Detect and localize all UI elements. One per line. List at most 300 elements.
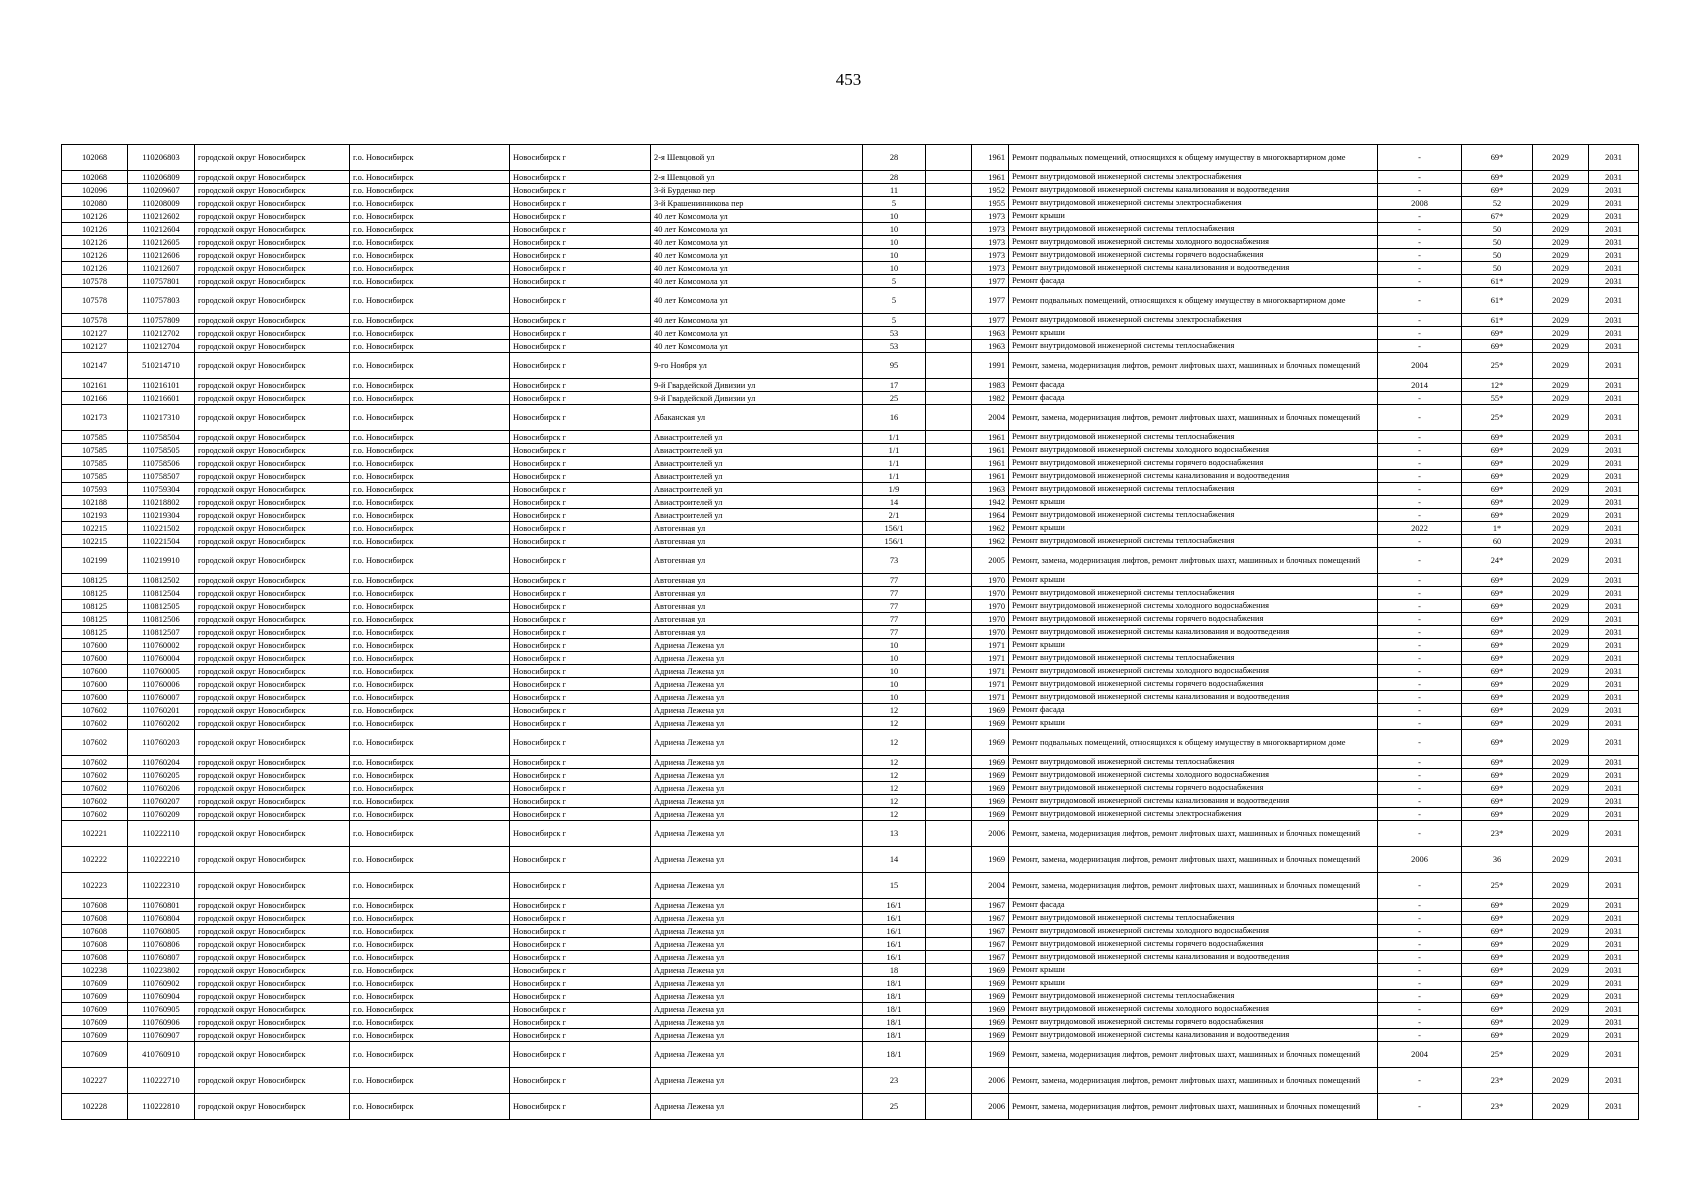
building-cell: [926, 1016, 972, 1029]
house-id-cell: 107578: [62, 275, 128, 288]
plan-start-cell: 2029: [1533, 223, 1589, 236]
plan-start-cell: 2029: [1533, 873, 1589, 899]
work-type-cell: Ремонт крыши: [1009, 574, 1378, 587]
table-row: [62, 457, 1639, 470]
street-cell: Адриена Лежена ул: [651, 847, 863, 873]
plan-start-cell: 2029: [1533, 353, 1589, 379]
house-id-cell: 107609: [62, 1016, 128, 1029]
municipality-cell: городской округ Новосибирск: [195, 873, 350, 899]
wear-cell: 61*: [1462, 314, 1533, 327]
street-cell: 9-го Ноября ул: [651, 353, 863, 379]
municipality-cell: городской округ Новосибирск: [195, 249, 350, 262]
building-cell: [926, 795, 972, 808]
settlement-cell: г.о. Новосибирск: [350, 1029, 510, 1042]
wear-cell: 50: [1462, 262, 1533, 275]
city-cell: Новосибирск г: [510, 145, 651, 171]
year-built-cell: 1967: [972, 925, 1009, 938]
last-repair-year-cell: 2008: [1378, 197, 1462, 210]
object-code-cell: 110206809: [128, 171, 195, 184]
object-code-cell: 110760805: [128, 925, 195, 938]
plan-end-cell: 2031: [1589, 951, 1639, 964]
plan-start-cell: 2029: [1533, 639, 1589, 652]
table-row: [62, 236, 1639, 249]
last-repair-year-cell: -: [1378, 210, 1462, 223]
street-cell: Адриена Лежена ул: [651, 1094, 863, 1120]
last-repair-year-cell: 2014: [1378, 379, 1462, 392]
last-repair-year-cell: -: [1378, 756, 1462, 769]
street-cell: 9-й Гвардейской Дивизии ул: [651, 379, 863, 392]
plan-start-cell: 2029: [1533, 1094, 1589, 1120]
settlement-cell: г.о. Новосибирск: [350, 1094, 510, 1120]
municipality-cell: городской округ Новосибирск: [195, 314, 350, 327]
object-code-cell: 110812502: [128, 574, 195, 587]
table-row: [62, 392, 1639, 405]
settlement-cell: г.о. Новосибирск: [350, 600, 510, 613]
city-cell: Новосибирск г: [510, 613, 651, 626]
house-number-cell: 2/1: [863, 509, 926, 522]
settlement-cell: г.о. Новосибирск: [350, 470, 510, 483]
plan-end-cell: 2031: [1589, 964, 1639, 977]
city-cell: Новосибирск г: [510, 808, 651, 821]
city-cell: Новосибирск г: [510, 1094, 651, 1120]
plan-end-cell: 2031: [1589, 145, 1639, 171]
house-id-cell: 107585: [62, 431, 128, 444]
house-number-cell: 14: [863, 847, 926, 873]
plan-end-cell: 2031: [1589, 769, 1639, 782]
last-repair-year-cell: -: [1378, 769, 1462, 782]
plan-start-cell: 2029: [1533, 340, 1589, 353]
last-repair-year-cell: -: [1378, 262, 1462, 275]
work-type-cell: Ремонт подвальных помещений, относящихся к общему имуществу в многоквартирном доме: [1009, 288, 1378, 314]
city-cell: Новосибирск г: [510, 340, 651, 353]
work-type-cell: Ремонт внутридомовой инженерной системы канализования и водоотведения: [1009, 470, 1378, 483]
street-cell: Адриена Лежена ул: [651, 691, 863, 704]
last-repair-year-cell: -: [1378, 951, 1462, 964]
house-number-cell: 14: [863, 496, 926, 509]
wear-cell: 69*: [1462, 1003, 1533, 1016]
work-type-cell: Ремонт внутридомовой инженерной системы теплоснабжения: [1009, 483, 1378, 496]
settlement-cell: г.о. Новосибирск: [350, 639, 510, 652]
table-row: [62, 509, 1639, 522]
building-cell: [926, 197, 972, 210]
plan-start-cell: 2029: [1533, 210, 1589, 223]
table-row: [62, 938, 1639, 951]
municipality-cell: городской округ Новосибирск: [195, 938, 350, 951]
building-cell: [926, 652, 972, 665]
last-repair-year-cell: -: [1378, 223, 1462, 236]
last-repair-year-cell: -: [1378, 587, 1462, 600]
settlement-cell: г.о. Новосибирск: [350, 496, 510, 509]
plan-end-cell: 2031: [1589, 353, 1639, 379]
wear-cell: 36: [1462, 847, 1533, 873]
plan-start-cell: 2029: [1533, 795, 1589, 808]
street-cell: 40 лет Комсомола ул: [651, 275, 863, 288]
table-row: [62, 613, 1639, 626]
year-built-cell: 1973: [972, 223, 1009, 236]
house-id-cell: 102147: [62, 353, 128, 379]
table-row: [62, 626, 1639, 639]
work-type-cell: Ремонт внутридомовой инженерной системы электроснабжения: [1009, 808, 1378, 821]
work-type-cell: Ремонт крыши: [1009, 522, 1378, 535]
street-cell: Автогенная ул: [651, 626, 863, 639]
plan-start-cell: 2029: [1533, 470, 1589, 483]
object-code-cell: 110222310: [128, 873, 195, 899]
settlement-cell: г.о. Новосибирск: [350, 223, 510, 236]
municipality-cell: городской округ Новосибирск: [195, 626, 350, 639]
wear-cell: 69*: [1462, 327, 1533, 340]
plan-end-cell: 2031: [1589, 1068, 1639, 1094]
plan-end-cell: 2031: [1589, 704, 1639, 717]
wear-cell: 69*: [1462, 951, 1533, 964]
city-cell: Новосибирск г: [510, 912, 651, 925]
last-repair-year-cell: -: [1378, 964, 1462, 977]
plan-end-cell: 2031: [1589, 405, 1639, 431]
wear-cell: 25*: [1462, 1042, 1533, 1068]
last-repair-year-cell: -: [1378, 639, 1462, 652]
object-code-cell: 110216101: [128, 379, 195, 392]
house-id-cell: 107585: [62, 457, 128, 470]
object-code-cell: 110758505: [128, 444, 195, 457]
building-cell: [926, 249, 972, 262]
settlement-cell: г.о. Новосибирск: [350, 951, 510, 964]
municipality-cell: городской округ Новосибирск: [195, 431, 350, 444]
table-row: [62, 587, 1639, 600]
city-cell: Новосибирск г: [510, 327, 651, 340]
last-repair-year-cell: -: [1378, 938, 1462, 951]
last-repair-year-cell: -: [1378, 795, 1462, 808]
last-repair-year-cell: 2004: [1378, 1042, 1462, 1068]
object-code-cell: 110759304: [128, 483, 195, 496]
plan-start-cell: 2029: [1533, 899, 1589, 912]
wear-cell: 69*: [1462, 171, 1533, 184]
settlement-cell: г.о. Новосибирск: [350, 522, 510, 535]
building-cell: [926, 574, 972, 587]
plan-end-cell: 2031: [1589, 184, 1639, 197]
plan-end-cell: 2031: [1589, 678, 1639, 691]
wear-cell: 67*: [1462, 210, 1533, 223]
building-cell: [926, 769, 972, 782]
wear-cell: 69*: [1462, 145, 1533, 171]
last-repair-year-cell: -: [1378, 249, 1462, 262]
settlement-cell: г.о. Новосибирск: [350, 535, 510, 548]
table-row: [62, 769, 1639, 782]
house-number-cell: 18/1: [863, 1003, 926, 1016]
municipality-cell: городской округ Новосибирск: [195, 457, 350, 470]
table-row: [62, 262, 1639, 275]
table-row: [62, 223, 1639, 236]
wear-cell: 69*: [1462, 938, 1533, 951]
year-built-cell: 1971: [972, 665, 1009, 678]
plan-end-cell: 2031: [1589, 574, 1639, 587]
building-cell: [926, 847, 972, 873]
table-row: [62, 535, 1639, 548]
house-id-cell: 102227: [62, 1068, 128, 1094]
year-built-cell: 1967: [972, 951, 1009, 964]
object-code-cell: 110760004: [128, 652, 195, 665]
last-repair-year-cell: -: [1378, 704, 1462, 717]
last-repair-year-cell: -: [1378, 808, 1462, 821]
building-cell: [926, 379, 972, 392]
work-type-cell: Ремонт внутридомовой инженерной системы теплоснабжения: [1009, 990, 1378, 1003]
plan-end-cell: 2031: [1589, 1042, 1639, 1068]
plan-end-cell: 2031: [1589, 626, 1639, 639]
building-cell: [926, 587, 972, 600]
table-row: [62, 990, 1639, 1003]
table-row: [62, 600, 1639, 613]
municipality-cell: городской округ Новосибирск: [195, 964, 350, 977]
year-built-cell: 1969: [972, 847, 1009, 873]
year-built-cell: 1969: [972, 704, 1009, 717]
street-cell: Адриена Лежена ул: [651, 717, 863, 730]
street-cell: Адриена Лежена ул: [651, 925, 863, 938]
object-code-cell: 110218802: [128, 496, 195, 509]
table-row: [62, 756, 1639, 769]
plan-end-cell: 2031: [1589, 847, 1639, 873]
house-number-cell: 10: [863, 652, 926, 665]
work-type-cell: Ремонт, замена, модернизация лифтов, ремонт лифтовых шахт, машинных и блочных помещений: [1009, 821, 1378, 847]
work-type-cell: Ремонт внутридомовой инженерной системы холодного водоснабжения: [1009, 600, 1378, 613]
street-cell: Автогенная ул: [651, 574, 863, 587]
settlement-cell: г.о. Новосибирск: [350, 379, 510, 392]
building-cell: [926, 717, 972, 730]
municipality-cell: городской округ Новосибирск: [195, 925, 350, 938]
house-number-cell: 156/1: [863, 522, 926, 535]
building-cell: [926, 782, 972, 795]
building-cell: [926, 431, 972, 444]
municipality-cell: городской округ Новосибирск: [195, 613, 350, 626]
house-number-cell: 53: [863, 340, 926, 353]
table-row: [62, 964, 1639, 977]
table-row: [62, 288, 1639, 314]
municipality-cell: городской округ Новосибирск: [195, 444, 350, 457]
house-number-cell: 16/1: [863, 899, 926, 912]
last-repair-year-cell: -: [1378, 1029, 1462, 1042]
settlement-cell: г.о. Новосибирск: [350, 145, 510, 171]
table-row: [62, 210, 1639, 223]
street-cell: Авиастроителей ул: [651, 470, 863, 483]
house-id-cell: 102221: [62, 821, 128, 847]
plan-end-cell: 2031: [1589, 977, 1639, 990]
table-row: [62, 925, 1639, 938]
year-built-cell: 1967: [972, 899, 1009, 912]
wear-cell: 69*: [1462, 574, 1533, 587]
last-repair-year-cell: -: [1378, 457, 1462, 470]
house-id-cell: 107602: [62, 782, 128, 795]
municipality-cell: городской округ Новосибирск: [195, 600, 350, 613]
settlement-cell: г.о. Новосибирск: [350, 548, 510, 574]
plan-end-cell: 2031: [1589, 639, 1639, 652]
plan-end-cell: 2031: [1589, 210, 1639, 223]
year-built-cell: 1977: [972, 288, 1009, 314]
table-row: [62, 717, 1639, 730]
object-code-cell: 110812504: [128, 587, 195, 600]
settlement-cell: г.о. Новосибирск: [350, 509, 510, 522]
plan-start-cell: 2029: [1533, 1068, 1589, 1094]
last-repair-year-cell: -: [1378, 431, 1462, 444]
house-number-cell: 10: [863, 210, 926, 223]
object-code-cell: 110760905: [128, 1003, 195, 1016]
wear-cell: 69*: [1462, 795, 1533, 808]
last-repair-year-cell: -: [1378, 912, 1462, 925]
house-number-cell: 28: [863, 171, 926, 184]
last-repair-year-cell: -: [1378, 899, 1462, 912]
city-cell: Новосибирск г: [510, 483, 651, 496]
house-number-cell: 18/1: [863, 1029, 926, 1042]
plan-start-cell: 2029: [1533, 431, 1589, 444]
settlement-cell: г.о. Новосибирск: [350, 847, 510, 873]
settlement-cell: г.о. Новосибирск: [350, 769, 510, 782]
street-cell: Адриена Лежена ул: [651, 808, 863, 821]
city-cell: Новосибирск г: [510, 509, 651, 522]
object-code-cell: 110209607: [128, 184, 195, 197]
object-code-cell: 110208009: [128, 197, 195, 210]
municipality-cell: городской округ Новосибирск: [195, 288, 350, 314]
object-code-cell: 110760206: [128, 782, 195, 795]
plan-end-cell: 2031: [1589, 795, 1639, 808]
settlement-cell: г.о. Новосибирск: [350, 938, 510, 951]
object-code-cell: 110760207: [128, 795, 195, 808]
table-row: [62, 574, 1639, 587]
house-id-cell: 102126: [62, 210, 128, 223]
wear-cell: 69*: [1462, 431, 1533, 444]
table-row: [62, 704, 1639, 717]
year-built-cell: 1970: [972, 574, 1009, 587]
year-built-cell: 1970: [972, 600, 1009, 613]
year-built-cell: 1963: [972, 327, 1009, 340]
house-id-cell: 102126: [62, 249, 128, 262]
building-cell: [926, 275, 972, 288]
municipality-cell: городской округ Новосибирск: [195, 184, 350, 197]
year-built-cell: 1977: [972, 275, 1009, 288]
wear-cell: 60: [1462, 535, 1533, 548]
house-id-cell: 107585: [62, 444, 128, 457]
house-id-cell: 107608: [62, 912, 128, 925]
city-cell: Новосибирск г: [510, 639, 651, 652]
object-code-cell: 110222710: [128, 1068, 195, 1094]
city-cell: Новосибирск г: [510, 847, 651, 873]
street-cell: Автогенная ул: [651, 535, 863, 548]
municipality-cell: городской округ Новосибирск: [195, 275, 350, 288]
house-id-cell: 107602: [62, 730, 128, 756]
settlement-cell: г.о. Новосибирск: [350, 756, 510, 769]
plan-start-cell: 2029: [1533, 392, 1589, 405]
house-number-cell: 12: [863, 769, 926, 782]
object-code-cell: 110219910: [128, 548, 195, 574]
last-repair-year-cell: -: [1378, 288, 1462, 314]
house-number-cell: 10: [863, 262, 926, 275]
building-cell: [926, 1094, 972, 1120]
settlement-cell: г.о. Новосибирск: [350, 262, 510, 275]
last-repair-year-cell: -: [1378, 678, 1462, 691]
last-repair-year-cell: -: [1378, 184, 1462, 197]
work-type-cell: Ремонт внутридомовой инженерной системы теплоснабжения: [1009, 912, 1378, 925]
building-cell: [926, 327, 972, 340]
plan-end-cell: 2031: [1589, 1029, 1639, 1042]
year-built-cell: 1952: [972, 184, 1009, 197]
object-code-cell: 110812507: [128, 626, 195, 639]
city-cell: Новосибирск г: [510, 535, 651, 548]
plan-start-cell: 2029: [1533, 678, 1589, 691]
table-row: [62, 171, 1639, 184]
plan-start-cell: 2029: [1533, 457, 1589, 470]
plan-end-cell: 2031: [1589, 457, 1639, 470]
house-number-cell: 12: [863, 717, 926, 730]
municipality-cell: городской округ Новосибирск: [195, 405, 350, 431]
plan-start-cell: 2029: [1533, 379, 1589, 392]
table-row: [62, 1094, 1639, 1120]
building-cell: [926, 821, 972, 847]
wear-cell: 69*: [1462, 691, 1533, 704]
house-number-cell: 156/1: [863, 535, 926, 548]
year-built-cell: 1969: [972, 730, 1009, 756]
last-repair-year-cell: -: [1378, 990, 1462, 1003]
house-number-cell: 5: [863, 197, 926, 210]
municipality-cell: городской округ Новосибирск: [195, 548, 350, 574]
house-number-cell: 12: [863, 756, 926, 769]
table-row: [62, 548, 1639, 574]
plan-end-cell: 2031: [1589, 470, 1639, 483]
wear-cell: 69*: [1462, 704, 1533, 717]
municipality-cell: городской округ Новосибирск: [195, 509, 350, 522]
house-number-cell: 10: [863, 639, 926, 652]
work-type-cell: Ремонт внутридомовой инженерной системы теплоснабжения: [1009, 509, 1378, 522]
house-id-cell: 107609: [62, 990, 128, 1003]
table-row: [62, 470, 1639, 483]
plan-end-cell: 2031: [1589, 392, 1639, 405]
work-type-cell: Ремонт внутридомовой инженерной системы горячего водоснабжения: [1009, 678, 1378, 691]
year-built-cell: 1973: [972, 210, 1009, 223]
municipality-cell: городской округ Новосибирск: [195, 327, 350, 340]
wear-cell: 69*: [1462, 925, 1533, 938]
municipality-cell: городской округ Новосибирск: [195, 379, 350, 392]
house-id-cell: 102127: [62, 340, 128, 353]
street-cell: Адриена Лежена ул: [651, 1068, 863, 1094]
table-row: [62, 912, 1639, 925]
house-number-cell: 25: [863, 392, 926, 405]
object-code-cell: 110212605: [128, 236, 195, 249]
plan-end-cell: 2031: [1589, 509, 1639, 522]
settlement-cell: г.о. Новосибирск: [350, 782, 510, 795]
city-cell: Новосибирск г: [510, 1029, 651, 1042]
building-cell: [926, 145, 972, 171]
settlement-cell: г.о. Новосибирск: [350, 444, 510, 457]
last-repair-year-cell: 2004: [1378, 353, 1462, 379]
municipality-cell: городской округ Новосибирск: [195, 782, 350, 795]
work-type-cell: Ремонт, замена, модернизация лифтов, ремонт лифтовых шахт, машинных и блочных помещений: [1009, 1094, 1378, 1120]
table-row: [62, 808, 1639, 821]
street-cell: Авиастроителей ул: [651, 457, 863, 470]
work-type-cell: Ремонт внутридомовой инженерной системы канализования и водоотведения: [1009, 184, 1378, 197]
last-repair-year-cell: 2022: [1378, 522, 1462, 535]
street-cell: 40 лет Комсомола ул: [651, 236, 863, 249]
city-cell: Новосибирск г: [510, 704, 651, 717]
house-id-cell: 107609: [62, 1042, 128, 1068]
plan-end-cell: 2031: [1589, 340, 1639, 353]
house-id-cell: 107602: [62, 808, 128, 821]
house-id-cell: 107602: [62, 795, 128, 808]
object-code-cell: 110760002: [128, 639, 195, 652]
object-code-cell: 110757803: [128, 288, 195, 314]
municipality-cell: городской округ Новосибирск: [195, 535, 350, 548]
building-cell: [926, 925, 972, 938]
building-cell: [926, 470, 972, 483]
wear-cell: 69*: [1462, 340, 1533, 353]
year-built-cell: 1967: [972, 912, 1009, 925]
year-built-cell: 1970: [972, 587, 1009, 600]
city-cell: Новосибирск г: [510, 873, 651, 899]
wear-cell: 69*: [1462, 977, 1533, 990]
year-built-cell: 1963: [972, 340, 1009, 353]
